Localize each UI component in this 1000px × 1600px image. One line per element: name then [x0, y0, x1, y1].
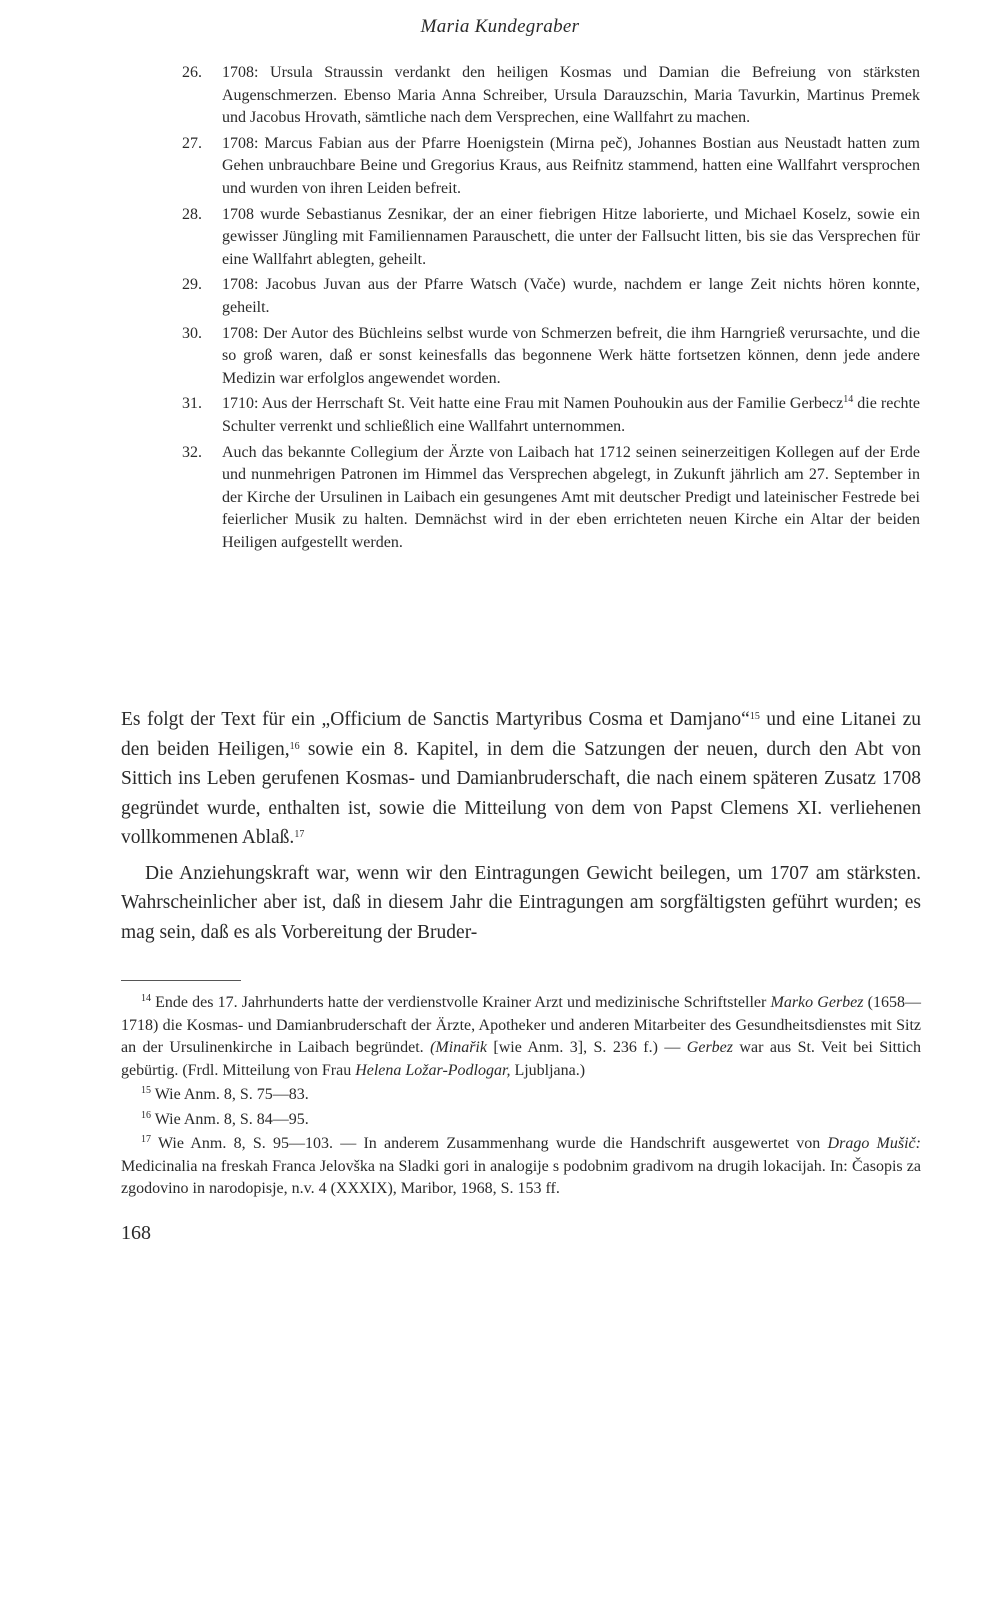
- item-text-part: die rechte Schulter verrenkt und schließlich eine Wallfahrt unternommen.: [222, 395, 921, 435]
- footnote-mark: 16: [141, 1109, 151, 1121]
- footnote-ref[interactable]: 14: [843, 394, 854, 406]
- footnote-text: Medicinalia na freskah Franca Jelovška na Sladki gori in analogije s podobnim gradivom na drugih lokacijah. In: Časopis za zgodovino in narodopisje, n.v. 4 (XXXIX), Maribor, 1968, S. 153 ff.: [121, 1157, 921, 1197]
- item-number: 32.: [182, 443, 202, 461]
- footnote-16: [121, 1109, 921, 1132]
- footnote-author: Gerbez: [686, 1039, 733, 1056]
- footnote-ref[interactable]: 15: [749, 711, 760, 722]
- footnote-text: (1658—1718) die Kosmas- und Damianbruderschaft der Ärzte, Apotheker und anderen Mitarbeiter des Gesundheitsdienstes mit Sitz an der Ursulinenkirche in Laibach begründet.: [121, 994, 921, 1056]
- item-text-part: 1710: Aus der Herrschaft St. Veit hatte eine Frau mit Namen Pouhoukin aus der Familie Gerbecz: [222, 395, 844, 413]
- running-header: Maria Kundegraber: [420, 16, 580, 37]
- list-item: [182, 133, 920, 201]
- footnote-text: [wie Anm. 3], S. 236 f.) —: [486, 1039, 687, 1056]
- item-text: 1708 wurde Sebastianus Zesnikar, der an einer fiebrigen Hitze laborierte, und Michael Koselz, sowie ein gewisser Jüngling mit Familiennamen Parauschett, die unter der Fallsucht litten, bis sie das Versprechen für eine Wallfahrt ablegten, geheilt.: [222, 205, 920, 268]
- footnote-author: (Minařik: [430, 1039, 487, 1056]
- list-item: [182, 323, 920, 391]
- item-text: 1708: Der Autor des Büchleins selbst wurde von Schmerzen befreit, die ihm Harngrieß verursachte, und die so groß waren, daß er sonst keinesfalls das begonnene Werk hätte fortsetzen können, denn jede andere Medizin war erfolglos angewendet worden.: [222, 324, 920, 387]
- footnote-mark: 17: [141, 1134, 151, 1145]
- footnote-mark: 15: [141, 1085, 151, 1096]
- page-number: 168: [121, 1222, 151, 1244]
- footnote-15: [121, 1084, 921, 1107]
- paragraph-text: Es folgt der Text für ein „Officium de Sanctis Martyribus Cosma et Damjano“: [121, 709, 750, 730]
- body-text: [121, 705, 921, 947]
- footnote-divider: [121, 980, 241, 981]
- item-text: 1708: Jacobus Juvan aus der Pfarre Watsch (Vače) wurde, nachdem er lange Zeit nichts hören konnte, geheilt.: [222, 276, 920, 316]
- paragraph-text: sowie ein 8. Kapitel, in dem die Satzungen der neuen, durch den Abt von Sittich ins Leben gerufenen Kosmas- und Damianbruderschaft, die nach einem späteren Zusatz 1708 gegründet wurde, enthalten ist, sowie die Mitteilung von dem von Papst Clemens XI. verliehenen vollkommenen Ablaß.: [121, 738, 921, 848]
- footnote-ref[interactable]: 17: [294, 829, 305, 840]
- list-item: [182, 204, 920, 272]
- body-paragraph: [121, 705, 921, 853]
- item-number: 26.: [182, 64, 202, 81]
- item-number: 30.: [182, 324, 202, 342]
- item-number: 28.: [182, 205, 202, 223]
- item-number: 27.: [182, 134, 202, 152]
- list-item: [182, 393, 920, 438]
- item-number: 29.: [182, 276, 202, 294]
- list-item: [182, 62, 920, 130]
- item-text: [222, 393, 920, 438]
- footnote-ref[interactable]: 16: [289, 740, 300, 752]
- paragraph-text: und eine Litanei zu den beiden Heiligen,: [121, 709, 921, 760]
- footnote-text: Ende des 17. Jahrhunderts hatte der verdienstvolle Krainer Arzt und medizinische Schriftsteller: [151, 994, 771, 1011]
- body-paragraph: Die Anziehungskraft war, wenn wir den Eintragungen Gewicht beilegen, um 1707 am stärksten. Wahrscheinlicher aber ist, daß in diesem Jahr die Eintragungen am sorgfältigsten geführt wurden; es mag sein, daß es als Vorbereitung der Bruder-: [121, 862, 921, 943]
- numbered-miracle-list: [182, 62, 920, 557]
- footnote-17: [121, 1133, 921, 1201]
- footnote-author: Helena Ložar-Podlogar,: [355, 1061, 511, 1079]
- footnote-text: war aus St. Veit bei Sittich gebürtig. (Frdl. Mitteilung von Frau: [121, 1039, 921, 1079]
- footnote-author: Marko Gerbez: [770, 994, 864, 1011]
- item-number: 31.: [182, 395, 202, 413]
- footnotes: [121, 992, 921, 1203]
- footnote-text: Wie Anm. 8, S. 84—95.: [151, 1110, 309, 1128]
- item-text: 1708: Ursula Straussin verdankt den heiligen Kosmas und Damian die Befreiung von stärksten Augenschmerzen. Ebenso Maria Anna Schreiber, Ursula Darauzschin, Maria Tavurkin, Martinus Premek und Jacobus Hrovath, sämtliche nach dem Versprechen, eine Wallfahrt zu machen.: [222, 64, 920, 127]
- footnote-text: Wie Anm. 8, S. 75—83.: [151, 1086, 309, 1103]
- list-item: [182, 442, 920, 555]
- list-item: [182, 274, 920, 319]
- footnote-author: Drago Mušič:: [827, 1135, 921, 1152]
- footnote-14: [121, 992, 921, 1082]
- item-text: 1708: Marcus Fabian aus der Pfarre Hoenigstein (Mirna peč), Johannes Bostian aus Neustadt hatten zum Gehen unbrauchbare Beine und Gregorius Kraus, aus Reifnitz stammend, hatten eine Wallfahrt versprochen und wurden von ihren Leiden befreit.: [222, 134, 920, 197]
- item-text: Auch das bekannte Collegium der Ärzte von Laibach hat 1712 seinen seinerzeitigen Kollegen auf der Erde und nunmehrigen Patronen im Himmel das Versprechen abgelegt, in Zukunft jährlich am 27. September in der Kirche der Ursulinen in Laibach ein gesungenes Amt mit deutscher Predigt und lateinischer Festrede bei feierlicher Musik zu halten. Demnächst wird in der eben errichteten neuen Kirche ein Altar der beiden Heiligen aufgestellt werden.: [222, 443, 920, 551]
- footnote-mark: 14: [141, 993, 151, 1004]
- footnote-text: Ljubljana.): [510, 1061, 586, 1079]
- footnote-text: Wie Anm. 8, S. 95—103. — In anderem Zusammenhang wurde die Handschrift ausgewertet von: [151, 1135, 828, 1152]
